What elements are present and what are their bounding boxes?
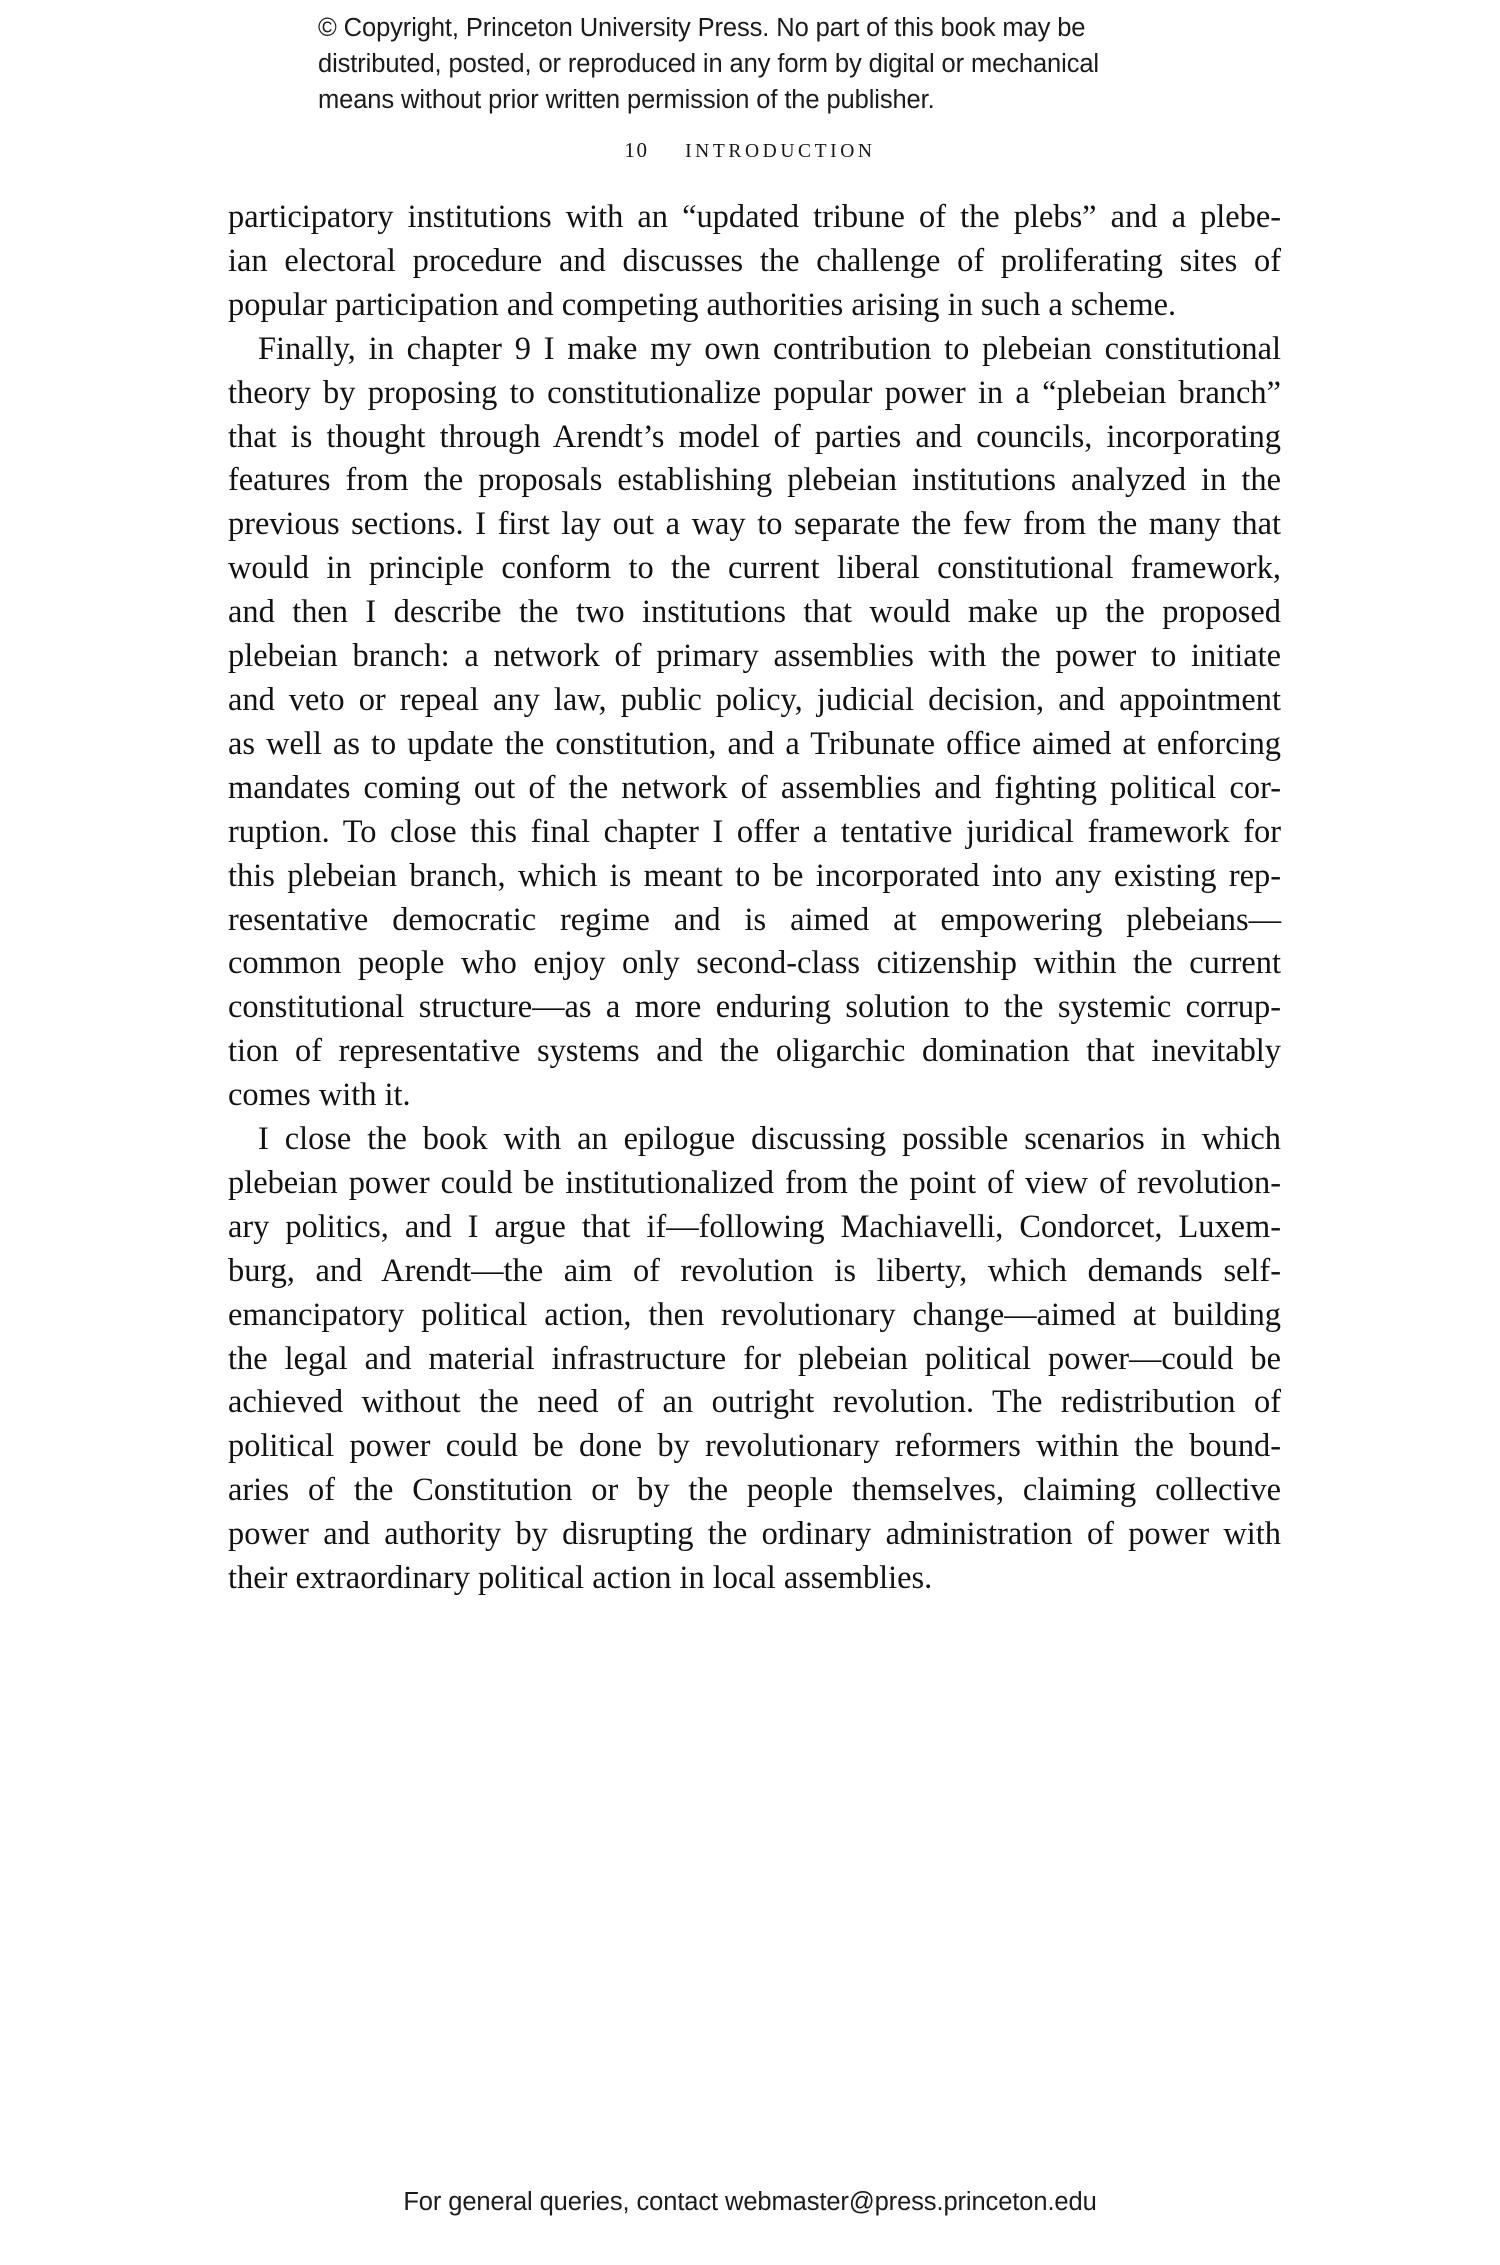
body-line: power and authority by disrupting the ordinary administration of power with bbox=[228, 1516, 1281, 1553]
footer-query-note: For general queries, contact webmaster@press.princeton.edu bbox=[403, 2188, 1097, 2216]
body-line: features from the proposals establishing plebeian institutions analyzed in the bbox=[228, 462, 1281, 499]
body-line: burg, and Arendt—the aim of revolution is liberty, which demands self- bbox=[228, 1252, 1281, 1289]
body-line: plebeian power could be institutionalized from the point of view of revolution- bbox=[228, 1164, 1281, 1201]
body-text bbox=[228, 196, 1281, 1601]
body-line: and then I describe the two institutions that would make up the proposed bbox=[228, 594, 1281, 631]
body-line: plebeian branch: a network of primary assemblies with the power to initiate bbox=[228, 638, 1281, 675]
body-line: previous sections. I first lay out a way to separate the few from the many that bbox=[228, 506, 1281, 543]
body-line: aries of the Constitution or by the people themselves, claiming collective bbox=[228, 1472, 1281, 1509]
copyright-line-1: © Copyright, Princeton University Press. No part of this book may be bbox=[318, 14, 1086, 42]
body-line: Finally, in chapter 9 I make my own contribution to plebeian constitutional bbox=[258, 330, 1281, 367]
body-line: would in principle conform to the current liberal constitutional framework, bbox=[228, 550, 1281, 587]
body-line: theory by proposing to constitutionalize popular power in a “plebeian branch” bbox=[228, 374, 1281, 411]
body-line: tion of representative systems and the oligarchic domination that inevitably bbox=[228, 1033, 1281, 1070]
body-line: that is thought through Arendt’s model of parties and councils, incorporating bbox=[228, 418, 1281, 455]
body-line: mandates coming out of the network of assemblies and fighting political cor- bbox=[228, 769, 1281, 806]
body-paragraph bbox=[228, 196, 1281, 328]
copyright-notice bbox=[318, 10, 1158, 118]
body-line: constitutional structure—as a more enduring solution to the systemic corrup- bbox=[228, 989, 1281, 1026]
body-line: ian electoral procedure and discusses the challenge of proliferating sites of bbox=[228, 242, 1281, 279]
body-line: and veto or repeal any law, public policy, judicial decision, and appointment bbox=[228, 681, 1281, 718]
running-head bbox=[0, 138, 1500, 163]
body-line: achieved without the need of an outright revolution. The redistribution of bbox=[228, 1384, 1281, 1421]
body-line: common people who enjoy only second-class citizenship within the current bbox=[228, 945, 1281, 982]
body-line: political power could be done by revolutionary reformers within the bound- bbox=[228, 1428, 1281, 1465]
body-line: popular participation and competing authorities arising in such a scheme. bbox=[228, 286, 1177, 323]
running-head-title: INTRODUCTION bbox=[685, 141, 876, 162]
body-line: this plebeian branch, which is meant to be incorporated into any existing rep- bbox=[228, 857, 1281, 894]
body-paragraph bbox=[228, 328, 1281, 1118]
body-line: resentative democratic regime and is aimed at empowering plebeians— bbox=[228, 901, 1281, 938]
body-line: ruption. To close this final chapter I offer a tentative juridical framework for bbox=[228, 813, 1281, 850]
copyright-line-3: means without prior written permission of the publisher. bbox=[318, 86, 935, 114]
copyright-line-2: distributed, posted, or reproduced in any form by digital or mechanical bbox=[318, 50, 1099, 78]
page-number: 10 bbox=[624, 138, 649, 162]
body-line: ary politics, and I argue that if—following Machiavelli, Condorcet, Luxem- bbox=[228, 1208, 1281, 1245]
body-line: the legal and material infrastructure for plebeian political power—could be bbox=[228, 1340, 1281, 1377]
body-paragraph bbox=[228, 1118, 1281, 1601]
body-line: I close the book with an epilogue discussing possible scenarios in which bbox=[258, 1121, 1281, 1158]
body-line: comes with it. bbox=[228, 1077, 411, 1114]
body-line: participatory institutions with an “updated tribune of the plebs” and a plebe- bbox=[228, 199, 1281, 235]
body-line: their extraordinary political action in local assemblies. bbox=[228, 1560, 933, 1597]
body-line: as well as to update the constitution, and a Tribunate office aimed at enforcing bbox=[228, 725, 1281, 762]
body-line: emancipatory political action, then revolutionary change—aimed at building bbox=[228, 1296, 1281, 1333]
